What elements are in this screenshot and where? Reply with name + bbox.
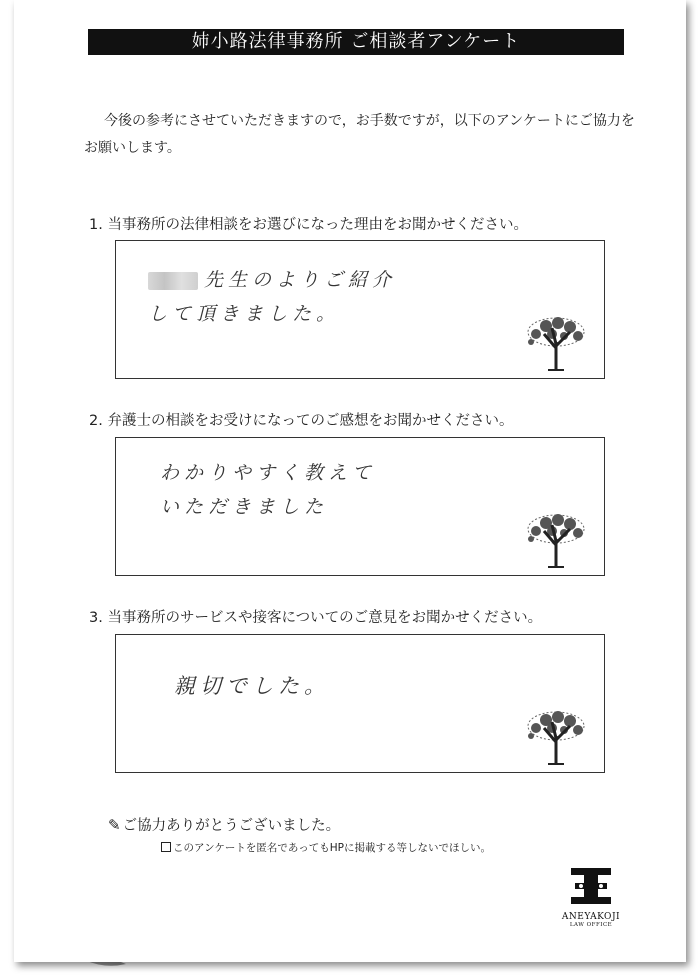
answer-2: [160, 456, 376, 524]
intro-text: 今後の参考にさせていただきますので，お手数ですが，以下のアンケートにご協力をお願いします。: [84, 113, 635, 156]
law-office-logo: [556, 866, 626, 936]
page-title: 姉小路法律事務所 ご相談者アンケート: [88, 29, 624, 55]
answer-2-line-1: わかりやすく教えて: [160, 462, 377, 484]
logo-name: ANEYAKOJI: [561, 912, 621, 922]
anonymity-note: [161, 840, 491, 855]
answer-box-3: [115, 634, 605, 773]
answer-box-2: [115, 437, 605, 576]
tree-icon: [522, 511, 590, 569]
checkbox-icon[interactable]: [161, 842, 171, 852]
thanks-text: ご協力ありがとうございました。: [122, 818, 341, 834]
answer-3-line-1: 親切でした。: [174, 674, 330, 698]
question-2: 2. 弁護士の相談をお受けになってのご感想をお聞かせください。: [89, 413, 514, 429]
redacted-name: [148, 272, 198, 290]
answer-1: [148, 263, 396, 331]
question-3: 3. 当事務所のサービスや接客についてのご意見をお聞かせください。: [89, 610, 543, 626]
answer-1-line-1-text: 先生のよりご紹介: [204, 269, 397, 291]
tree-icon: [522, 314, 590, 372]
answer-2-line-2: いただきました: [160, 496, 329, 518]
answer-box-1: [115, 240, 605, 379]
answer-1-line-1: [148, 263, 396, 297]
logo-subtitle: LAW OFFICE: [569, 922, 613, 928]
pencil-icon: ✎: [108, 816, 121, 834]
thanks-message: [108, 814, 340, 835]
answer-1-line-2: して頂きました。: [148, 303, 341, 325]
logo-mark: [569, 866, 613, 906]
tree-icon: [522, 708, 590, 766]
anonymity-note-text: このアンケートを匿名であってもHPに掲載する等しないでほしい。: [173, 842, 491, 854]
answer-3: [174, 669, 330, 703]
question-1: 1. 当事務所の法律相談をお選びになった理由をお聞かせください。: [89, 217, 528, 233]
